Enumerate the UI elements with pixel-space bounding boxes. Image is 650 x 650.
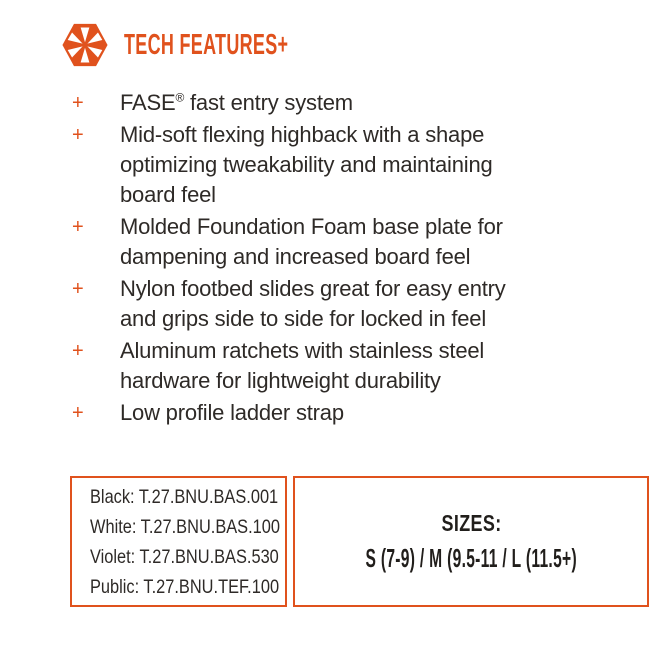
feature-list bbox=[70, 88, 510, 430]
sizes-box bbox=[293, 476, 649, 607]
plus-bullet-icon: + bbox=[72, 216, 84, 238]
feature-item bbox=[70, 398, 510, 428]
feature-text: Molded Foundation Foam base plate for dampening and increased board feel bbox=[120, 214, 503, 269]
feature-item bbox=[70, 336, 510, 396]
registered-mark: ® bbox=[175, 90, 185, 105]
feature-item bbox=[70, 274, 510, 334]
colorway-codes-box bbox=[70, 476, 287, 607]
hexagon-asterisk-icon bbox=[60, 22, 110, 68]
sizes-heading: SIZES: bbox=[441, 509, 502, 536]
plus-bullet-icon: + bbox=[72, 278, 84, 300]
colorway-code-line: White: T.27.BNU.BAS.100 bbox=[90, 515, 280, 538]
spec-boxes bbox=[70, 476, 577, 607]
plus-bullet-icon: + bbox=[72, 340, 84, 362]
feature-item bbox=[70, 88, 510, 118]
plus-bullet-icon: + bbox=[72, 402, 84, 424]
colorway-code-line: Violet: T.27.BNU.BAS.530 bbox=[90, 545, 279, 568]
feature-text: Nylon footbed slides great for easy entry and grips side to side for locked in feel bbox=[120, 276, 506, 331]
colorway-code-line: Public: T.27.BNU.TEF.100 bbox=[90, 575, 280, 598]
header bbox=[60, 22, 389, 68]
feature-text: Aluminum ratchets with stainless steel hardware for lightweight durability bbox=[120, 338, 485, 393]
page-title: TECH FEATURES+ bbox=[124, 28, 289, 61]
plus-bullet-icon: + bbox=[72, 92, 84, 114]
feature-text: Low profile ladder strap bbox=[120, 400, 344, 425]
feature-item bbox=[70, 120, 510, 210]
feature-text: Mid-soft flexing highback with a shape optimizing tweakability and maintaining board feel bbox=[120, 122, 493, 207]
sizes-value: S (7-9) / M (9.5-11 / L (11.5+) bbox=[365, 542, 577, 573]
colorway-code-line: Black: T.27.BNU.BAS.001 bbox=[90, 485, 279, 508]
plus-bullet-icon: + bbox=[72, 124, 84, 146]
feature-text: FASE® fast entry system bbox=[120, 90, 353, 115]
feature-item bbox=[70, 212, 510, 272]
